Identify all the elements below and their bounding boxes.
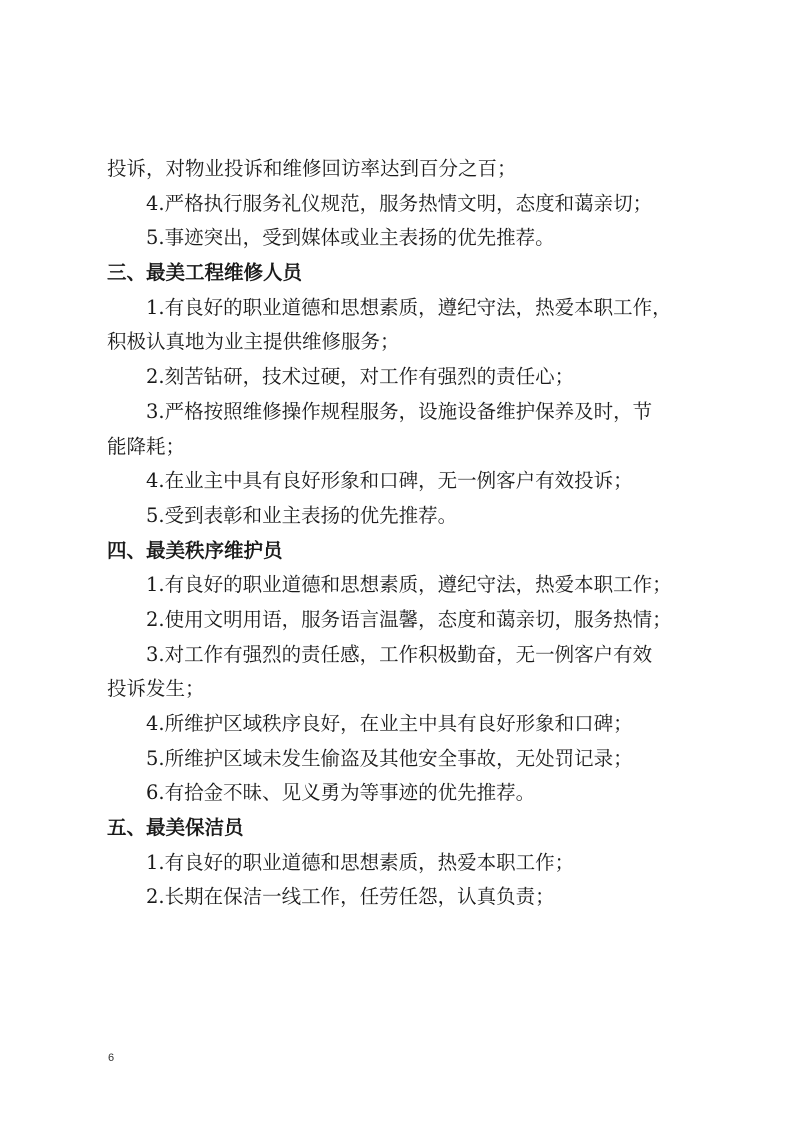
paragraph-line: 投诉，对物业投诉和维修回访率达到百分之百； [107,157,517,180]
section-heading: 五、最美保洁员 [107,816,244,840]
paragraph-line: 积极认真地为业主提供维修服务； [107,330,400,354]
paragraph-line: 5.受到表彰和业主表扬的优先推荐。 [146,503,458,527]
paragraph-line: 2.长期在保洁一线工作，任劳任怨，认真负责； [146,885,555,909]
section-heading: 三、最美工程维修人员 [107,261,303,285]
page-number: 6 [108,1052,115,1064]
paragraph-line: 4.所维护区域秩序良好，在业主中具有良好形象和口碑； [146,712,633,735]
paragraph-line: 6.有拾金不昧、见义勇为等事迹的优先推荐。 [146,781,536,805]
paragraph-line: 1.有良好的职业道德和思想素质，遵纪守法，热爱本职工作， [146,295,672,319]
paragraph-line: 1.有良好的职业道德和思想素质，遵纪守法，热爱本职工作； [146,573,672,597]
paragraph-line: 4.在业主中具有良好形象和口碑，无一例客户有效投诉； [146,469,633,493]
paragraph-line: 5.所维护区域未发生偷盗及其他安全事故，无处罚记录； [146,746,633,770]
paragraph-line: 2.刻苦钻研，技术过硬，对工作有强烈的责任心； [146,365,575,389]
paragraph-line: 3.严格按照维修操作规程服务，设施设备维护保养及时，节 [146,399,653,423]
paragraph-line: 2.使用文明用语，服务语言温馨，态度和蔼亲切，服务热情； [146,607,672,631]
paragraph-line: 投诉发生； [107,677,205,701]
document-body [107,152,697,915]
paragraph-line: 3.对工作有强烈的责任感，工作积极勤奋，无一例客户有效 [146,642,653,666]
paragraph-line: 能降耗； [107,434,186,458]
paragraph-line: 5.事迹突出，受到媒体或业主表扬的优先推荐。 [146,226,555,250]
section-heading: 四、最美秩序维护员 [107,538,283,562]
paragraph-line: 4.严格执行服务礼仪规范，服务热情文明，态度和蔼亲切； [146,191,653,215]
paragraph-line: 1.有良好的职业道德和思想素质，热爱本职工作； [146,850,575,874]
